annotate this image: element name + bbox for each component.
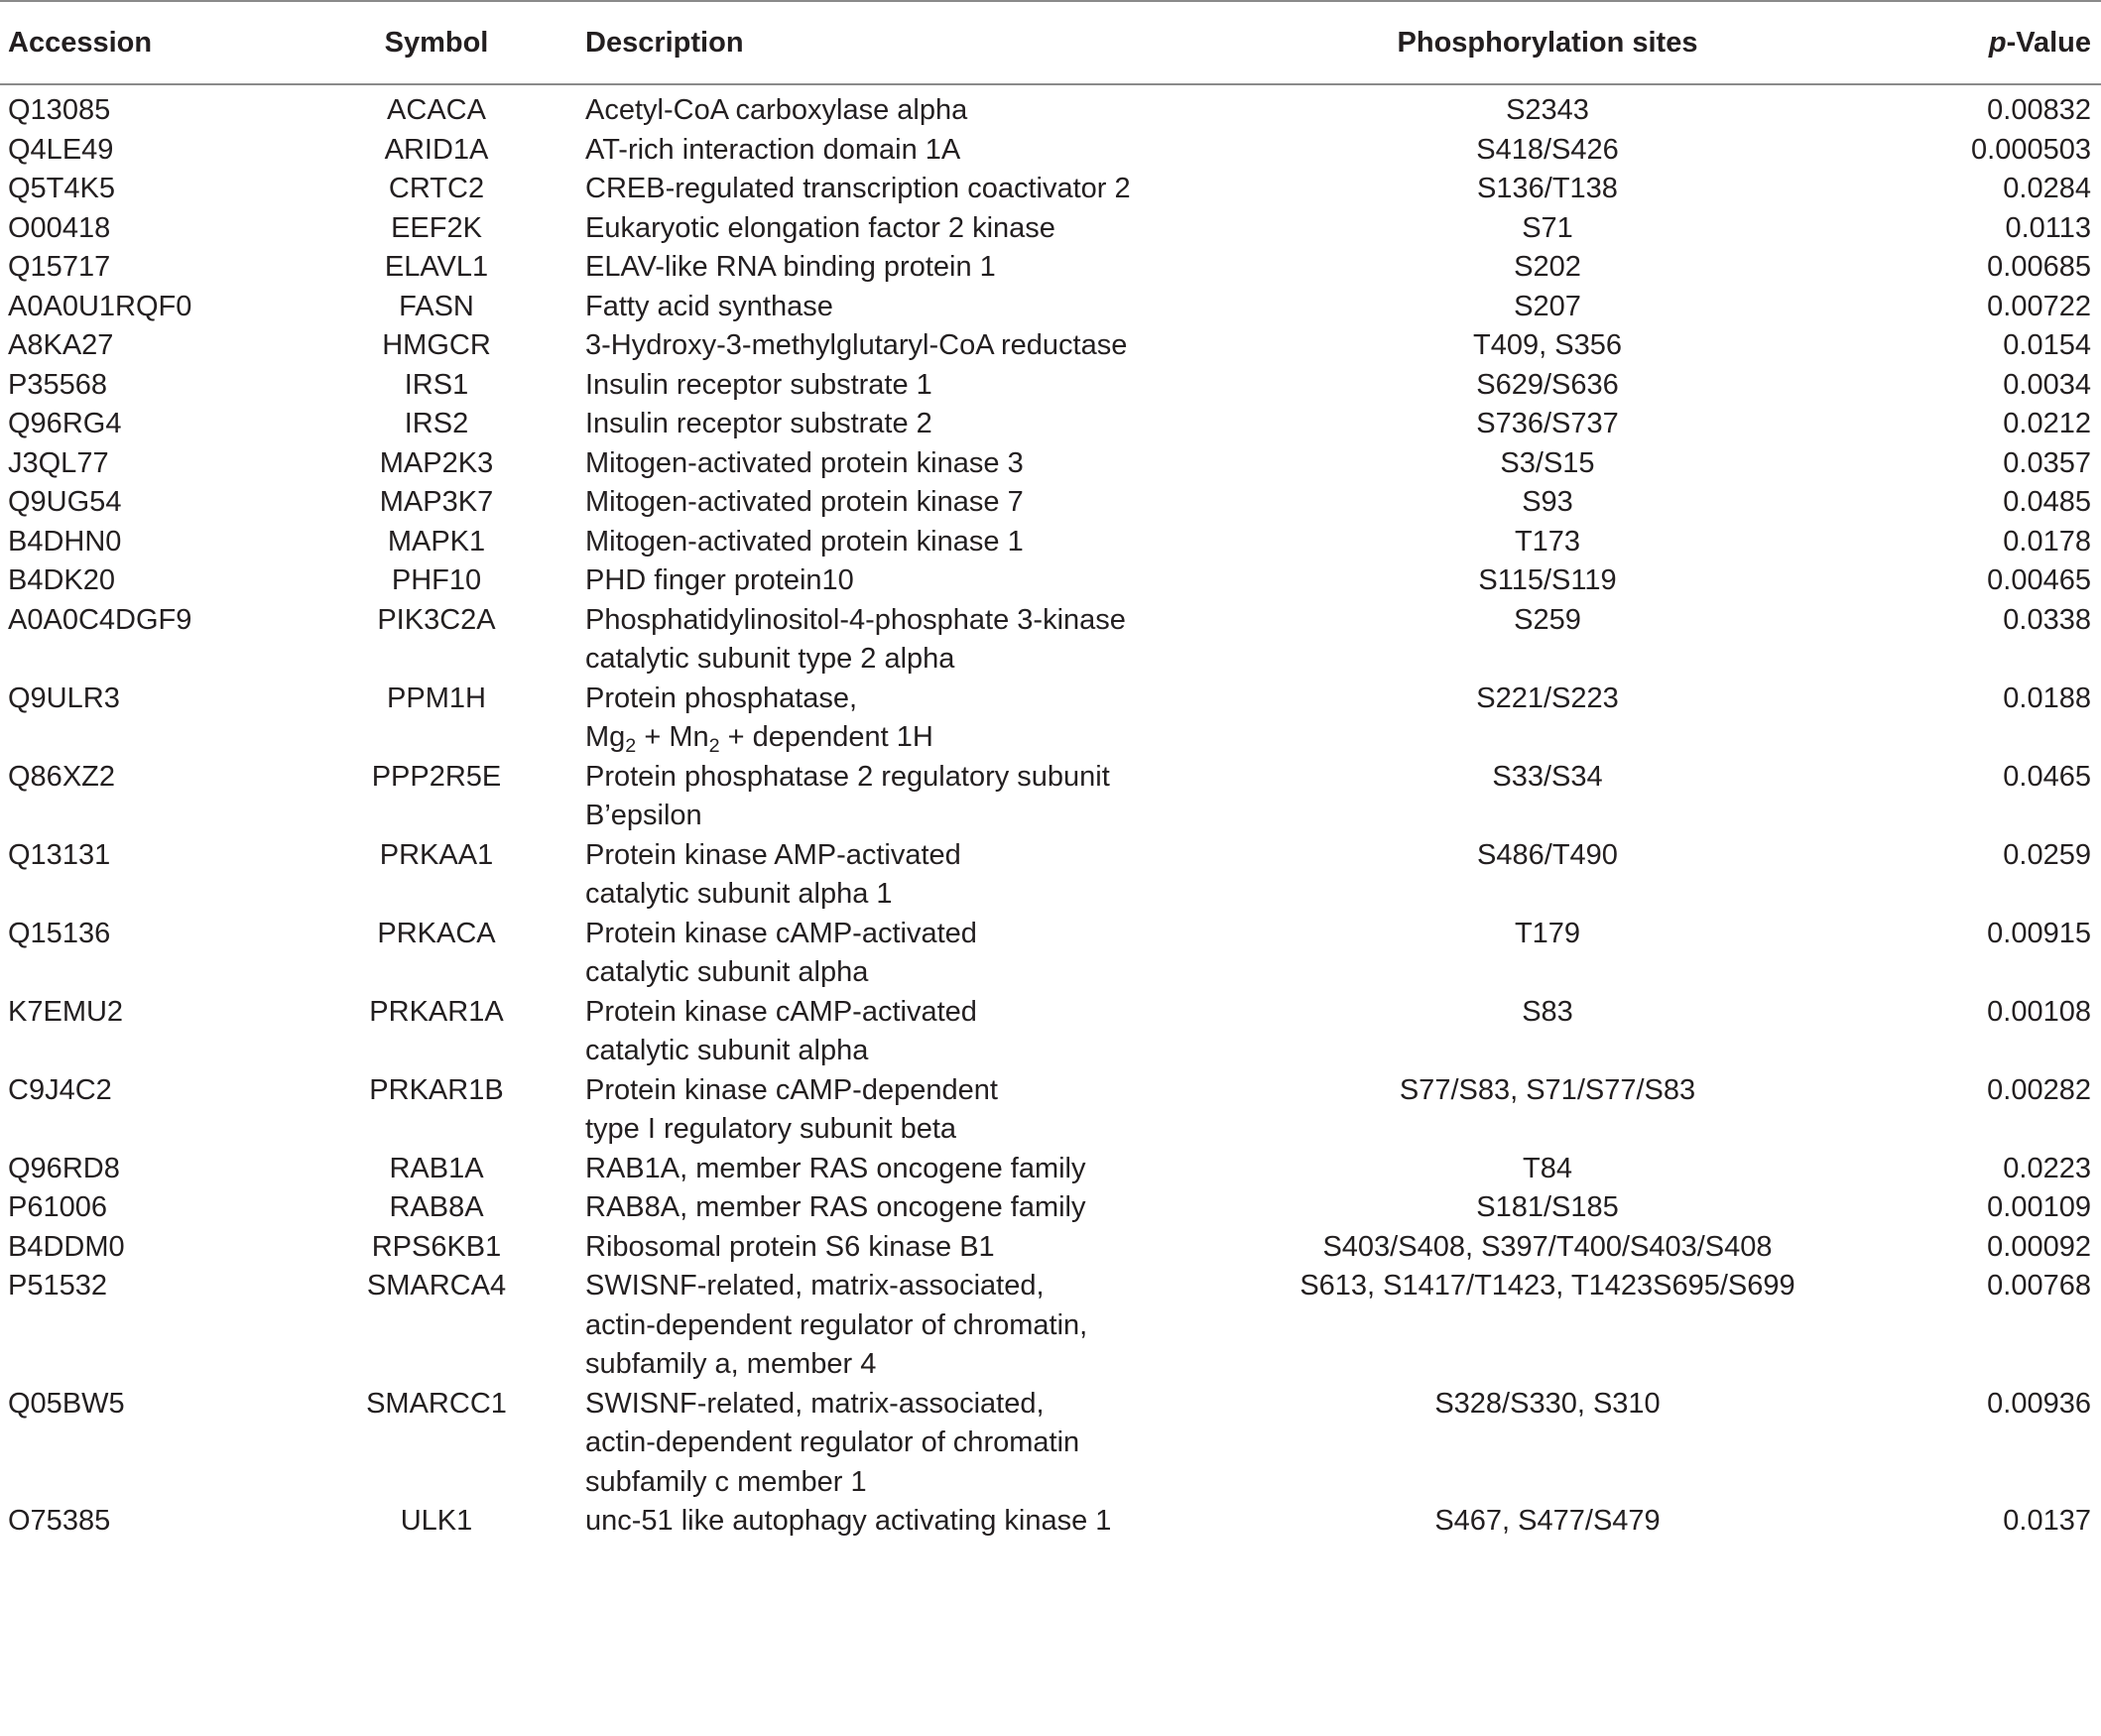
- description-line: ELAV-like RNA binding protein 1: [585, 251, 996, 283]
- cell-p-value: 0.0034: [2003, 368, 2091, 401]
- cell-accession: B4DDM0: [8, 1230, 125, 1263]
- cell-description: [556, 915, 1171, 993]
- subscript: 2: [625, 734, 637, 757]
- table-row: [0, 288, 2101, 327]
- cell-accession: Q9UG54: [8, 486, 122, 518]
- cell-description: [556, 1267, 1171, 1385]
- table-row: [0, 1071, 2101, 1150]
- description-line: PHD finger protein10: [585, 564, 854, 596]
- cell-p-value: 0.0357: [2003, 446, 2091, 479]
- cell-p-value: 0.00108: [1987, 995, 2091, 1028]
- description-line: B’epsilon: [585, 800, 702, 831]
- description-line: Acetyl-CoA carboxylase alpha: [585, 94, 968, 126]
- table-row: [0, 1385, 2101, 1503]
- cell-phosphorylation-sites: S613, S1417/T1423, T1423S695/S699: [1299, 1270, 1795, 1302]
- table-row: [0, 993, 2101, 1071]
- cell-symbol: PRKAA1: [379, 838, 494, 871]
- cell-symbol: PIK3C2A: [377, 603, 496, 636]
- cell-symbol: SMARCA4: [366, 1270, 507, 1302]
- description-line: SWISNF-related, matrix-associated,: [585, 1387, 1045, 1420]
- cell-symbol: CRTC2: [388, 173, 485, 204]
- cell-description: [556, 170, 1171, 209]
- description-line: RAB8A, member RAS oncogene family: [585, 1191, 1086, 1223]
- description-line: Protein kinase cAMP-activated: [585, 917, 977, 949]
- description-line: Insulin receptor substrate 1: [585, 368, 932, 401]
- cell-phosphorylation-sites: S115/S119: [1478, 564, 1617, 596]
- header-p-value: [1924, 1, 2101, 84]
- cell-p-value: 0.00109: [1987, 1191, 2091, 1223]
- cell-symbol: HMGCR: [382, 329, 491, 361]
- cell-description: [556, 1188, 1171, 1228]
- cell-phosphorylation-sites: S3/S15: [1500, 446, 1595, 479]
- cell-phosphorylation-sites: S736/S737: [1476, 408, 1619, 439]
- cell-accession: A8KA27: [8, 329, 114, 361]
- cell-phosphorylation-sites: T409, S356: [1473, 329, 1622, 361]
- cell-accession: Q05BW5: [8, 1387, 125, 1420]
- table-row: [0, 84, 2101, 131]
- table-body: [0, 84, 2101, 1542]
- cell-p-value: 0.0137: [2003, 1505, 2091, 1537]
- cell-accession: P61006: [8, 1191, 107, 1223]
- description-line: 3-Hydroxy-3-methylglutaryl-CoA reductase: [585, 329, 1128, 361]
- description-line: type I regulatory subunit beta: [585, 1113, 957, 1145]
- description-line: Phosphatidylinositol-4-phosphate 3-kinase: [585, 603, 1126, 636]
- header-accession: Accession: [0, 1, 317, 84]
- cell-symbol: ELAVL1: [384, 251, 489, 283]
- cell-description: [556, 523, 1171, 562]
- table-row: [0, 680, 2101, 758]
- table-row: [0, 405, 2101, 444]
- cell-symbol: ARID1A: [384, 133, 489, 166]
- cell-p-value: 0.0212: [2003, 408, 2091, 439]
- cell-symbol: PPP2R5E: [371, 760, 502, 793]
- table-row: [0, 523, 2101, 562]
- cell-phosphorylation-sites: T84: [1523, 1152, 1572, 1184]
- table-row: [0, 326, 2101, 366]
- table-row: [0, 758, 2101, 836]
- cell-symbol: PHF10: [391, 564, 482, 596]
- table-row: [0, 1228, 2101, 1268]
- cell-accession: Q13085: [8, 94, 111, 126]
- cell-symbol: IRS2: [404, 408, 469, 439]
- cell-p-value: 0.00722: [1987, 290, 2091, 322]
- header-p-italic: p: [1988, 26, 2007, 59]
- cell-accession: C9J4C2: [8, 1073, 112, 1106]
- cell-accession: B4DHN0: [8, 525, 122, 558]
- cell-accession: Q96RD8: [8, 1152, 120, 1184]
- cell-description: [556, 993, 1171, 1071]
- table-row: [0, 209, 2101, 249]
- cell-p-value: 0.0178: [2003, 525, 2091, 558]
- description-line: catalytic subunit alpha: [585, 956, 869, 988]
- cell-accession: Q9ULR3: [8, 682, 120, 714]
- description-line: RAB1A, member RAS oncogene family: [585, 1152, 1086, 1184]
- cell-description: [556, 483, 1171, 523]
- cell-p-value: 0.0284: [2003, 173, 2091, 204]
- cell-accession: Q13131: [8, 838, 111, 871]
- table-row: [0, 170, 2101, 209]
- cell-accession: Q4LE49: [8, 133, 114, 166]
- cell-phosphorylation-sites: S403/S408, S397/T400/S403/S408: [1322, 1230, 1773, 1263]
- cell-p-value: 0.00282: [1987, 1073, 2091, 1106]
- cell-description: [556, 1150, 1171, 1189]
- cell-description: [556, 366, 1171, 406]
- cell-description: [556, 326, 1171, 366]
- cell-accession: Q15717: [8, 251, 111, 283]
- subscript: 2: [708, 734, 720, 757]
- cell-description: [556, 405, 1171, 444]
- cell-description: [556, 209, 1171, 249]
- cell-description: [556, 1385, 1171, 1503]
- description-line: CREB-regulated transcription coactivator 2: [585, 173, 1131, 204]
- description-line: Fatty acid synthase: [585, 290, 833, 322]
- cell-phosphorylation-sites: S467, S477/S479: [1434, 1505, 1661, 1537]
- cell-description: [556, 131, 1171, 171]
- table-row: [0, 836, 2101, 915]
- cell-symbol: PRKAR1A: [369, 995, 504, 1028]
- cell-description: [556, 561, 1171, 601]
- cell-symbol: EEF2K: [391, 211, 482, 244]
- cell-phosphorylation-sites: S71: [1522, 211, 1573, 244]
- cell-description: [556, 444, 1171, 484]
- description-line: Mitogen-activated protein kinase 1: [585, 525, 1024, 558]
- cell-p-value: 0.00768: [1987, 1270, 2091, 1302]
- description-line: Ribosomal protein S6 kinase B1: [585, 1230, 995, 1263]
- description-line: Protein phosphatase 2 regulatory subunit: [585, 760, 1110, 793]
- cell-description: [556, 680, 1171, 758]
- table-row: [0, 483, 2101, 523]
- description-line: $Mg_2 + Mn_2$ + dependent 1H: [585, 721, 933, 757]
- header-description: Description: [556, 1, 1171, 84]
- cell-accession: Q86XZ2: [8, 760, 115, 793]
- table-row: [0, 1188, 2101, 1228]
- cell-accession: P35568: [8, 368, 107, 401]
- cell-p-value: 0.00936: [1987, 1387, 2091, 1420]
- table-row: [0, 561, 2101, 601]
- cell-p-value: 0.0113: [2005, 211, 2091, 244]
- table-row: [0, 248, 2101, 288]
- cell-phosphorylation-sites: T179: [1514, 917, 1581, 949]
- cell-symbol: RPS6KB1: [371, 1230, 502, 1263]
- cell-symbol: RAB8A: [389, 1191, 484, 1223]
- cell-p-value: 0.0259: [2003, 838, 2091, 871]
- cell-symbol: PRKAR1B: [369, 1073, 504, 1106]
- cell-description: [556, 248, 1171, 288]
- table-row: [0, 131, 2101, 171]
- table-row: [0, 366, 2101, 406]
- description-line: catalytic subunit alpha 1: [585, 878, 893, 910]
- description-line: Mitogen-activated protein kinase 3: [585, 446, 1024, 479]
- cell-symbol: FASN: [399, 290, 474, 322]
- cell-symbol: RAB1A: [389, 1152, 484, 1184]
- cell-description: [556, 601, 1171, 680]
- cell-accession: O00418: [8, 211, 111, 244]
- description-line: actin-dependent regulator of chromatin,: [585, 1308, 1088, 1341]
- cell-phosphorylation-sites: S202: [1514, 251, 1581, 283]
- cell-accession: K7EMU2: [8, 995, 124, 1028]
- table-header: [0, 1, 2101, 84]
- cell-phosphorylation-sites: S136/T138: [1477, 173, 1618, 204]
- cell-description: [556, 288, 1171, 327]
- cell-description: [556, 836, 1171, 915]
- cell-accession: P51532: [8, 1270, 107, 1302]
- description-line: actin-dependent regulator of chromatin: [585, 1426, 1080, 1458]
- cell-accession: J3QL77: [8, 446, 109, 479]
- table-row: [0, 444, 2101, 484]
- table-row: [0, 915, 2101, 993]
- header-symbol: Symbol: [317, 1, 556, 84]
- table-row: [0, 601, 2101, 680]
- cell-accession: Q5T4K5: [8, 173, 115, 204]
- cell-symbol: IRS1: [404, 368, 469, 401]
- cell-phosphorylation-sites: S486/T490: [1477, 838, 1618, 871]
- cell-p-value: 0.0188: [2003, 682, 2091, 714]
- table-row: [0, 1267, 2101, 1385]
- description-line: Protein kinase cAMP-dependent: [585, 1073, 998, 1106]
- cell-p-value: 0.00465: [1987, 564, 2091, 596]
- description-line: Protein kinase cAMP-activated: [585, 995, 977, 1028]
- header-phosphorylation-sites: Phosphorylation sites: [1171, 1, 1924, 84]
- cell-phosphorylation-sites: S418/S426: [1476, 133, 1619, 166]
- cell-description: [556, 758, 1171, 836]
- cell-p-value: 0.0223: [2003, 1152, 2091, 1184]
- cell-p-value: 0.00092: [1987, 1230, 2091, 1263]
- description-line: catalytic subunit type 2 alpha: [585, 643, 955, 675]
- cell-symbol: PRKACA: [377, 917, 496, 949]
- cell-symbol: MAPK1: [387, 525, 486, 558]
- cell-symbol: PPM1H: [387, 682, 486, 714]
- cell-p-value: 0.0338: [2003, 603, 2091, 636]
- table-row: [0, 1502, 2101, 1542]
- cell-accession: A0A0C4DGF9: [8, 603, 192, 636]
- cell-description: [556, 84, 1171, 131]
- cell-phosphorylation-sites: S33/S34: [1492, 760, 1603, 793]
- cell-p-value: 0.0485: [2003, 486, 2091, 518]
- cell-p-value: 0.000503: [1971, 133, 2091, 166]
- cell-description: [556, 1228, 1171, 1268]
- description-line: Insulin receptor substrate 2: [585, 408, 932, 439]
- cell-accession: Q96RG4: [8, 408, 122, 439]
- description-line: AT-rich interaction domain 1A: [585, 133, 961, 166]
- cell-phosphorylation-sites: S328/S330, S310: [1434, 1387, 1661, 1420]
- cell-accession: O75385: [8, 1505, 111, 1537]
- cell-phosphorylation-sites: S221/S223: [1476, 682, 1619, 714]
- cell-symbol: ACACA: [387, 94, 486, 126]
- cell-phosphorylation-sites: S93: [1522, 486, 1573, 518]
- cell-p-value: 0.0154: [2003, 329, 2091, 361]
- cell-phosphorylation-sites: S629/S636: [1476, 368, 1619, 401]
- description-line: Protein phosphatase,: [585, 682, 858, 714]
- cell-p-value: 0.00685: [1987, 251, 2091, 283]
- cell-symbol: SMARCC1: [366, 1387, 507, 1420]
- cell-accession: A0A0U1RQF0: [8, 290, 192, 322]
- cell-phosphorylation-sites: S83: [1522, 995, 1573, 1028]
- table-row: [0, 1150, 2101, 1189]
- cell-p-value: 0.0465: [2003, 760, 2091, 793]
- description-line: unc-51 like autophagy activating kinase 1: [585, 1505, 1112, 1537]
- cell-phosphorylation-sites: S207: [1514, 290, 1581, 322]
- description-line: Mitogen-activated protein kinase 7: [585, 486, 1024, 518]
- cell-symbol: MAP3K7: [379, 486, 494, 518]
- cell-phosphorylation-sites: T173: [1514, 525, 1581, 558]
- description-line: catalytic subunit alpha: [585, 1035, 869, 1066]
- cell-accession: Q15136: [8, 917, 111, 949]
- cell-phosphorylation-sites: S2343: [1506, 94, 1589, 126]
- cell-symbol: MAP2K3: [379, 446, 494, 479]
- cell-phosphorylation-sites: S77/S83, S71/S77/S83: [1399, 1073, 1696, 1106]
- header-row: [0, 1, 2101, 84]
- cell-description: [556, 1502, 1171, 1542]
- description-line: subfamily a, member 4: [585, 1348, 877, 1380]
- description-line: Protein kinase AMP-activated: [585, 838, 961, 871]
- cell-p-value: 0.00915: [1987, 917, 2091, 949]
- cell-p-value: 0.00832: [1987, 94, 2091, 126]
- description-line: SWISNF-related, matrix-associated,: [585, 1270, 1045, 1302]
- header-p-rest: -Value: [2006, 26, 2091, 59]
- description-line: Eukaryotic elongation factor 2 kinase: [585, 211, 1055, 244]
- cell-description: [556, 1071, 1171, 1150]
- description-line: subfamily c member 1: [585, 1465, 867, 1498]
- cell-symbol: ULK1: [400, 1505, 473, 1537]
- cell-phosphorylation-sites: S181/S185: [1476, 1191, 1619, 1223]
- cell-accession: B4DK20: [8, 564, 116, 596]
- cell-phosphorylation-sites: S259: [1514, 603, 1581, 636]
